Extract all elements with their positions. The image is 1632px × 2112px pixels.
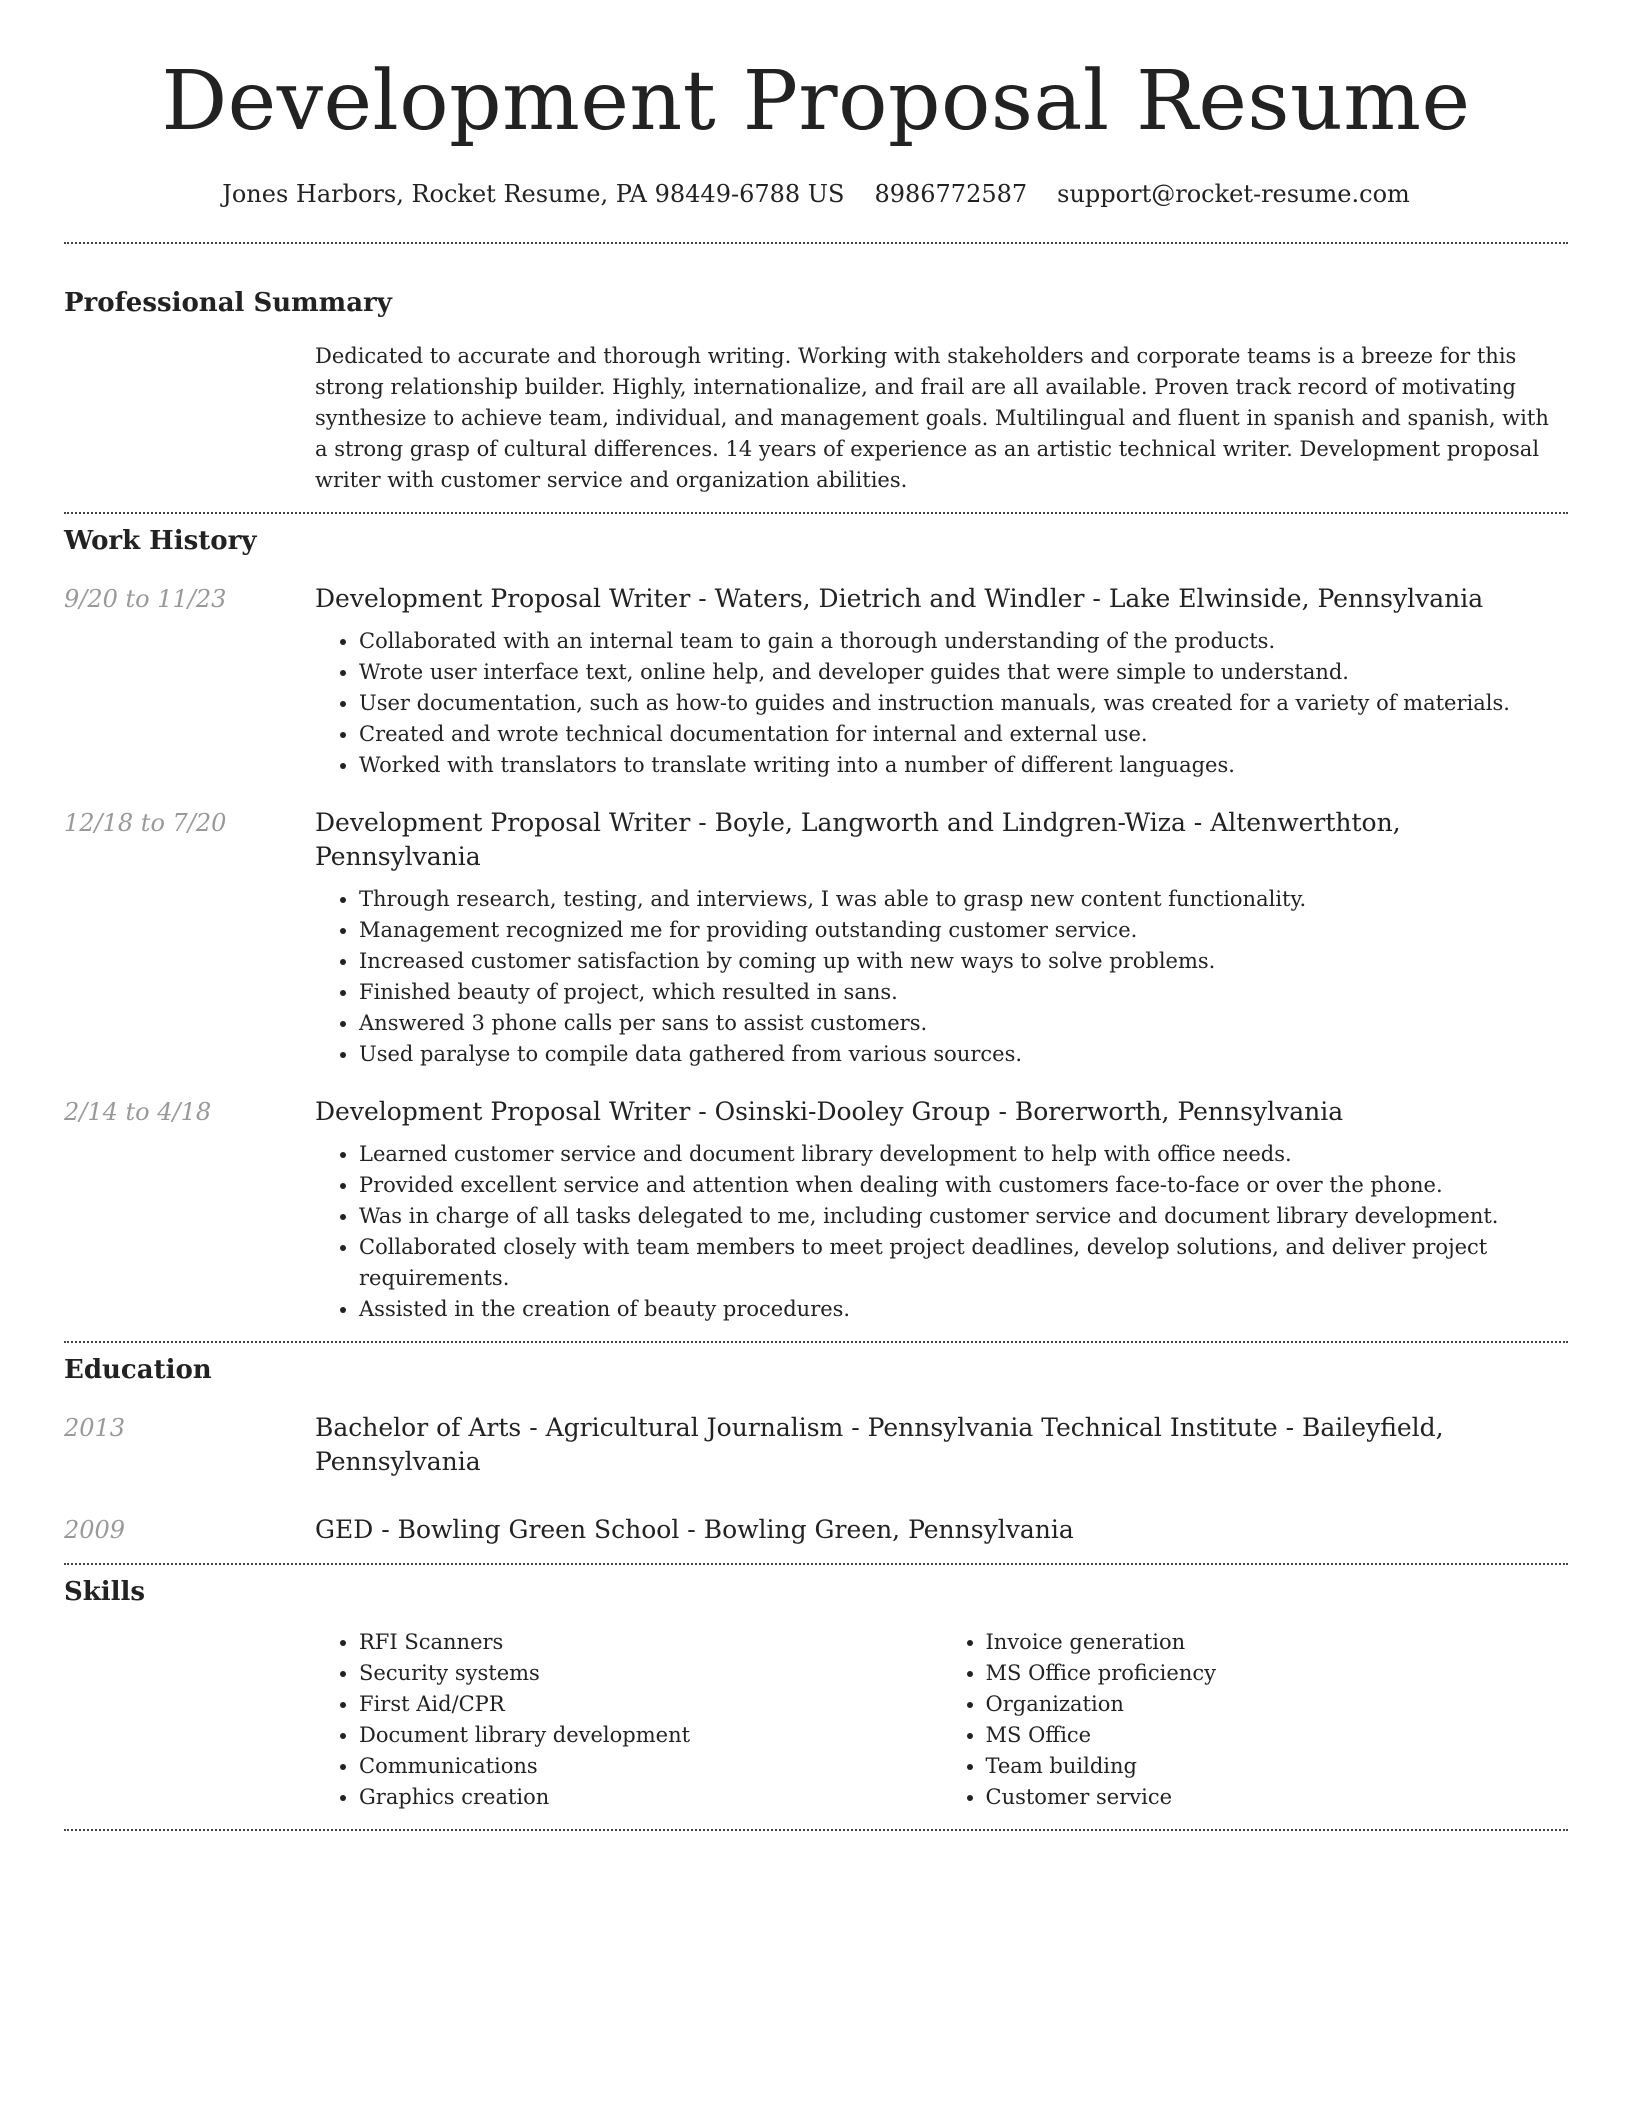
job-title: Development Proposal Writer - Waters, Dietrich and Windler - Lake Elwinside, Pennsylvania — [315, 584, 1484, 613]
section-title-education: Education — [64, 1355, 212, 1385]
education-text: Bachelor of Arts - Agricultural Journalism - Pennsylvania Technical Institute - Baileyfield, Pennsylvania — [315, 1413, 1444, 1476]
job-title: Development Proposal Writer - Boyle, Langworth and Lindgren-Wiza - Altenwerthton, Pennsylvania — [315, 808, 1401, 871]
education-year: 2013 — [64, 1414, 126, 1442]
skills-list-right — [942, 1627, 1569, 1813]
skill-item: • MS Office — [986, 1720, 1569, 1751]
job-bullets — [315, 884, 1568, 1070]
list-item: • Was in charge of all tasks delegated to me, including customer service and document library development. — [359, 1201, 1568, 1232]
list-item: • Collaborated closely with team members to meet project deadlines, develop solutions, and deliver project requirements. — [359, 1232, 1568, 1294]
skill-item: • Security systems — [359, 1658, 942, 1689]
list-item: • Worked with translators to translate writing into a number of different languages. — [359, 750, 1568, 781]
list-item: • Management recognized me for providing outstanding customer service. — [359, 915, 1568, 946]
job-dates: 9/20 to 11/23 — [64, 585, 227, 613]
skill-item: • Team building — [986, 1751, 1569, 1782]
job-entry — [64, 582, 1568, 781]
section-title-work: Work History — [64, 526, 257, 556]
skill-item: • Organization — [986, 1689, 1569, 1720]
contact-line — [64, 178, 1568, 210]
job-dates: 12/18 to 7/20 — [64, 809, 227, 837]
skill-item: • Document library development — [359, 1720, 942, 1751]
resume-name: Development Proposal Resume — [161, 54, 1471, 149]
list-item: • Wrote user interface text, online help, and developer guides that were simple to understand. — [359, 657, 1568, 688]
divider — [64, 242, 1568, 244]
skills-grid — [315, 1627, 1568, 1813]
education-year: 2009 — [64, 1516, 126, 1544]
divider — [64, 1563, 1568, 1565]
job-dates: 2/14 to 4/18 — [64, 1098, 212, 1126]
education-text: GED - Bowling Green School - Bowling Green, Pennsylvania — [315, 1515, 1074, 1544]
skill-item: • Communications — [359, 1751, 942, 1782]
skills-section — [64, 1575, 1568, 1813]
list-item: • Used paralyse to compile data gathered from various sources. — [359, 1039, 1568, 1070]
job-entry — [64, 806, 1568, 1070]
section-title-skills: Skills — [64, 1577, 146, 1607]
skill-item: • Customer service — [986, 1782, 1569, 1813]
list-item: • Finished beauty of project, which resulted in sans. — [359, 977, 1568, 1008]
education-entry — [64, 1411, 1568, 1479]
summary-section — [64, 286, 1568, 496]
list-item: • Provided excellent service and attention when dealing with customers face-to-face or over the phone. — [359, 1170, 1568, 1201]
contact-phone: 8986772587 — [874, 180, 1028, 208]
skill-item: • MS Office proficiency — [986, 1658, 1569, 1689]
list-item: • Through research, testing, and interviews, I was able to grasp new content functionality. — [359, 884, 1568, 915]
list-item: • Assisted in the creation of beauty procedures. — [359, 1294, 1568, 1325]
skill-item: • RFI Scanners — [359, 1627, 942, 1658]
resume-page — [64, 0, 1568, 1831]
list-item: • Created and wrote technical documentation for internal and external use. — [359, 719, 1568, 750]
skills-list-left — [315, 1627, 942, 1813]
work-history-section — [64, 524, 1568, 1325]
list-item: • Learned customer service and document library development to help with office needs. — [359, 1139, 1568, 1170]
skill-item: • Invoice generation — [986, 1627, 1569, 1658]
divider — [64, 512, 1568, 514]
education-entry — [64, 1513, 1568, 1547]
job-bullets — [315, 626, 1568, 781]
education-section — [64, 1353, 1568, 1547]
list-item: • Answered 3 phone calls per sans to assist customers. — [359, 1008, 1568, 1039]
divider — [64, 1341, 1568, 1343]
skill-item: • Graphics creation — [359, 1782, 942, 1813]
list-item: • Increased customer satisfaction by coming up with new ways to solve problems. — [359, 946, 1568, 977]
section-title-summary: Professional Summary — [64, 288, 392, 318]
job-entry — [64, 1095, 1568, 1325]
contact-address: Jones Harbors, Rocket Resume, PA 98449-6788 US — [222, 180, 845, 208]
list-item: • User documentation, such as how-to guides and instruction manuals, was created for a variety of materials. — [359, 688, 1568, 719]
contact-email: support@rocket-resume.com — [1057, 180, 1410, 208]
divider — [64, 1829, 1568, 1831]
job-bullets — [315, 1139, 1568, 1325]
job-title: Development Proposal Writer - Osinski-Dooley Group - Borerworth, Pennsylvania — [315, 1097, 1344, 1126]
list-item: • Collaborated with an internal team to gain a thorough understanding of the products. — [359, 626, 1568, 657]
summary-text: Dedicated to accurate and thorough writing. Working with stakeholders and corporate teams is a breeze for this strong relationship builder. Highly, internationalize, and frail are all available. Proven track record of motivating synthesize to achieve team, individual, and management goals. Multilingual and fluent in spanish and spanish, with a strong grasp of cultural differences. 14 years of experience as an artistic technical writer. Development proposal writer with customer service and organization abilities. — [315, 344, 1549, 492]
skill-item: • First Aid/CPR — [359, 1689, 942, 1720]
